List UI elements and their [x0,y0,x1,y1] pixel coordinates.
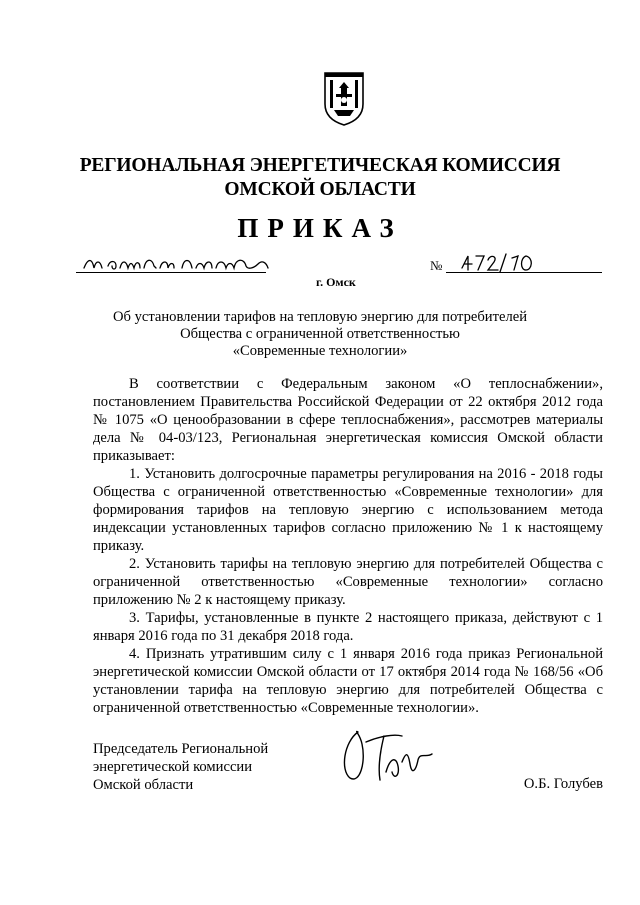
number-label: № [430,258,443,273]
order-body [93,375,603,717]
signatory-title [93,740,268,794]
item-4-paragraph: 4. Признать утратившим силу с 1 января 2016 года приказ Региональной энергетической комиссии Омской области от 17 октября 2014 года № 168/56 «Об установлении тарифа на тепловую энергию для потребителей Общества с ограниченной ответственностью «Современные технологии». [93,646,603,716]
number-underline [446,272,602,273]
org-name-line2: ОМСКОЙ ОБЛАСТИ [224,179,416,200]
subject-line2: Общества с ограниченной ответственностью [180,326,460,342]
signatory-title-line2: энергетической комиссии [93,759,253,775]
preamble-paragraph: В соответствии с Федеральным законом «О теплоснабжении», постановлением Правительства Российской Федерации от 22 октября 2012 года № 1075 «О ценообразовании в сфере теплоснабжения», рассмотрев материалы дела № 04-03/123, Региональная энергетическая комиссия Омской области приказывает: [93,376,603,464]
signatory-name: О.Б. Голубев [523,776,603,792]
handwritten-number [458,252,548,274]
signatory-title-line1: Председатель Региональной [93,741,269,757]
city-label: г. Омск [316,275,356,289]
omsk-coat-of-arms-icon [322,70,366,126]
item-3-paragraph: 3. Тарифы, установленные в пункте 2 настоящего приказа, действуют с 1 января 2016 года по 31 декабря 2018 года. [93,610,603,644]
order-subject [60,309,580,360]
signatory-title-line3: Омской области [93,777,194,793]
handwritten-date [82,250,272,274]
subject-line3: «Современные технологии» [232,343,408,359]
item-2-paragraph: 2. Установить тарифы на тепловую энергию для потребителей Общества с ограниченной ответственностью «Современные технологии» согласно приложению № 2 к настоящему приказу. [93,556,603,608]
date-underline [76,272,266,273]
subject-line1: Об установлении тарифов на тепловую энергию для потребителей [112,309,528,325]
item-1-paragraph: 1. Установить долгосрочные параметры регулирования на 2016 - 2018 годы Общества с ограниченной ответственностью «Современные технологии» для формирования тарифов на тепловую энергию с использованием метода индексации установленных тарифов согласно приложению № 1 к настоящему приказу. [93,466,603,554]
document-type-title: ПРИКАЗ [237,213,403,243]
organization-name [60,154,580,202]
handwritten-signature [336,722,440,792]
org-name-line1: РЕГИОНАЛЬНАЯ ЭНЕРГЕТИЧЕСКАЯ КОМИССИЯ [79,155,561,176]
